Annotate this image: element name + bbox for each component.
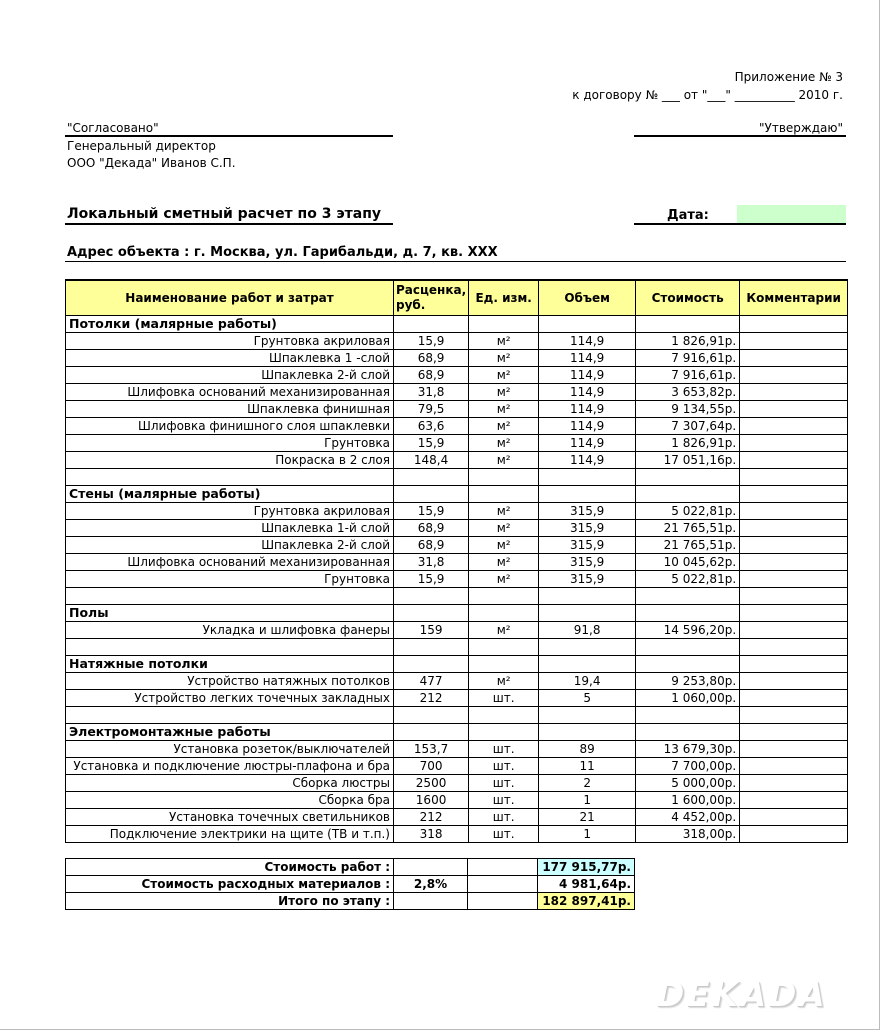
comment-cell[interactable] — [740, 452, 848, 469]
unit-cell: шт. — [469, 809, 539, 826]
table-row — [66, 741, 848, 758]
empty-cell — [394, 316, 469, 333]
empty-cell — [740, 469, 848, 486]
cost-cell: 3 653,82р. — [636, 384, 740, 401]
comment-cell[interactable] — [740, 741, 848, 758]
volume-cell: 114,9 — [539, 452, 636, 469]
empty-cell — [539, 486, 636, 503]
table-row — [66, 673, 848, 690]
empty-cell — [636, 588, 740, 605]
volume-cell: 91,8 — [539, 622, 636, 639]
unit-cell: м² — [469, 554, 539, 571]
table-row — [66, 520, 848, 537]
cost-cell: 4 452,00р. — [636, 809, 740, 826]
empty-cell — [740, 656, 848, 673]
volume-cell: 19,4 — [539, 673, 636, 690]
empty-cell — [539, 639, 636, 656]
volume-cell: 114,9 — [539, 435, 636, 452]
table-row — [66, 775, 848, 792]
volume-cell: 1 — [539, 792, 636, 809]
comment-cell[interactable] — [740, 333, 848, 350]
total-label: Итого по этапу : — [66, 893, 394, 910]
empty-cell — [636, 486, 740, 503]
rate-cell: 148,4 — [394, 452, 469, 469]
comment-cell[interactable] — [740, 520, 848, 537]
table-row — [66, 690, 848, 707]
rate-cell: 15,9 — [394, 435, 469, 452]
director-name: ООО "Декада" Иванов С.П. — [67, 156, 236, 170]
rate-cell: 68,9 — [394, 350, 469, 367]
empty-cell — [469, 469, 539, 486]
rate-cell: 212 — [394, 809, 469, 826]
table-row — [66, 435, 848, 452]
rate-cell: 15,9 — [394, 333, 469, 350]
date-field[interactable] — [737, 205, 846, 223]
column-header-cost: Стоимость — [636, 280, 740, 316]
work-name: Укладка и шлифовка фанеры — [66, 622, 394, 639]
empty-cell — [636, 605, 740, 622]
empty-cell — [66, 588, 394, 605]
table-header-row — [66, 280, 848, 316]
rate-cell: 15,9 — [394, 571, 469, 588]
empty-cell — [394, 639, 469, 656]
category-row — [66, 724, 848, 741]
work-cost-label: Стоимость работ : — [66, 859, 394, 876]
empty-cell — [394, 486, 469, 503]
cost-cell: 1 600,00р. — [636, 792, 740, 809]
volume-cell: 315,9 — [539, 554, 636, 571]
work-name: Шпаклевка 2-й слой — [66, 367, 394, 384]
dekada-watermark-logo: DEKADA — [656, 975, 827, 1015]
cost-cell: 7 916,61р. — [636, 367, 740, 384]
materials-percent: 2,8% — [394, 876, 468, 893]
totals-table — [65, 858, 635, 910]
table-row — [66, 452, 848, 469]
rate-cell: 31,8 — [394, 384, 469, 401]
empty-cell — [394, 469, 469, 486]
materials-value: 4 981,64р. — [538, 876, 635, 893]
blank-row — [66, 469, 848, 486]
materials-label: Стоимость расходных материалов : — [66, 876, 394, 893]
rate-cell: 15,9 — [394, 503, 469, 520]
comment-cell[interactable] — [740, 418, 848, 435]
cost-cell: 5 000,00р. — [636, 775, 740, 792]
empty-cell — [636, 639, 740, 656]
empty-cell — [636, 724, 740, 741]
empty-cell — [539, 316, 636, 333]
unit-cell: м² — [469, 350, 539, 367]
total-spacer — [394, 893, 468, 910]
approve-label: "Утверждаю" — [759, 121, 843, 135]
cost-cell: 13 679,30р. — [636, 741, 740, 758]
empty-cell — [740, 605, 848, 622]
volume-cell: 315,9 — [539, 503, 636, 520]
empty-cell — [469, 316, 539, 333]
empty-cell — [539, 469, 636, 486]
volume-cell: 2 — [539, 775, 636, 792]
comment-cell[interactable] — [740, 367, 848, 384]
comment-cell[interactable] — [740, 503, 848, 520]
cost-cell: 7 916,61р. — [636, 350, 740, 367]
comment-cell[interactable] — [740, 571, 848, 588]
address-underline — [65, 261, 846, 262]
comment-cell[interactable] — [740, 554, 848, 571]
unit-cell: м² — [469, 537, 539, 554]
comment-cell[interactable] — [740, 690, 848, 707]
empty-cell — [469, 656, 539, 673]
rate-cell: 68,9 — [394, 367, 469, 384]
estimate-table — [65, 279, 848, 843]
category-row — [66, 486, 848, 503]
comment-cell[interactable] — [740, 775, 848, 792]
rate-cell: 153,7 — [394, 741, 469, 758]
unit-cell: м² — [469, 333, 539, 350]
category-name: Полы — [66, 605, 394, 622]
cost-cell: 5 022,81р. — [636, 571, 740, 588]
rate-cell: 477 — [394, 673, 469, 690]
work-name: Шпаклевка финишная — [66, 401, 394, 418]
comment-cell[interactable] — [740, 401, 848, 418]
cost-cell: 21 765,51р. — [636, 537, 740, 554]
empty-cell — [740, 724, 848, 741]
empty-cell — [539, 707, 636, 724]
empty-cell — [740, 588, 848, 605]
empty-cell — [636, 656, 740, 673]
empty-cell — [539, 724, 636, 741]
empty-cell — [394, 656, 469, 673]
rate-cell: 31,8 — [394, 554, 469, 571]
rate-cell: 79,5 — [394, 401, 469, 418]
work-cost-value: 177 915,77р. — [538, 859, 635, 876]
document-title: Локальный сметный расчет по 3 этапу — [67, 206, 381, 222]
comment-cell[interactable] — [740, 758, 848, 775]
volume-cell: 5 — [539, 690, 636, 707]
cost-cell: 1 826,91р. — [636, 435, 740, 452]
total-spacer — [468, 893, 538, 910]
cost-cell: 5 022,81р. — [636, 503, 740, 520]
agreed-signature-line — [65, 135, 393, 137]
empty-cell — [469, 588, 539, 605]
work-cost-spacer — [468, 859, 538, 876]
unit-cell: шт. — [469, 775, 539, 792]
rate-cell: 700 — [394, 758, 469, 775]
category-name: Потолки (малярные работы) — [66, 316, 394, 333]
unit-cell: шт. — [469, 792, 539, 809]
rate-cell: 68,9 — [394, 537, 469, 554]
volume-cell: 21 — [539, 809, 636, 826]
volume-cell: 315,9 — [539, 520, 636, 537]
unit-cell: м² — [469, 401, 539, 418]
rate-cell: 318 — [394, 826, 469, 843]
work-name: Шпаклевка 1 -слой — [66, 350, 394, 367]
unit-cell: шт. — [469, 826, 539, 843]
rate-cell: 2500 — [394, 775, 469, 792]
appendix-label: Приложение № 3 — [734, 70, 843, 84]
unit-cell: м² — [469, 571, 539, 588]
comment-cell[interactable] — [740, 537, 848, 554]
comment-cell[interactable] — [740, 384, 848, 401]
category-row — [66, 605, 848, 622]
table-row — [66, 384, 848, 401]
blank-row — [66, 588, 848, 605]
agreed-label: "Согласовано" — [67, 121, 159, 135]
total-value: 182 897,41р. — [538, 893, 635, 910]
empty-cell — [636, 707, 740, 724]
empty-cell — [636, 316, 740, 333]
empty-cell — [740, 486, 848, 503]
volume-cell: 114,9 — [539, 333, 636, 350]
comment-cell[interactable] — [740, 622, 848, 639]
volume-cell: 114,9 — [539, 401, 636, 418]
volume-cell: 1 — [539, 826, 636, 843]
table-row — [66, 401, 848, 418]
cost-cell: 1 826,91р. — [636, 333, 740, 350]
volume-cell: 114,9 — [539, 367, 636, 384]
work-name: Установка и подключение люстры-плафона и бра — [66, 758, 394, 775]
column-header-volume: Объем — [539, 280, 636, 316]
table-row — [66, 826, 848, 843]
approve-signature-line — [634, 135, 846, 137]
work-name: Шлифовка оснований механизированная — [66, 554, 394, 571]
empty-cell — [469, 707, 539, 724]
work-name: Шпаклевка 2-й слой — [66, 537, 394, 554]
empty-cell — [394, 605, 469, 622]
cost-cell: 21 765,51р. — [636, 520, 740, 537]
empty-cell — [740, 316, 848, 333]
table-row — [66, 571, 848, 588]
volume-cell: 315,9 — [539, 537, 636, 554]
empty-cell — [740, 639, 848, 656]
cost-cell: 9 253,80р. — [636, 673, 740, 690]
unit-cell: м² — [469, 503, 539, 520]
work-name: Сборка люстры — [66, 775, 394, 792]
cost-cell: 318,00р. — [636, 826, 740, 843]
empty-cell — [66, 469, 394, 486]
table-row — [66, 622, 848, 639]
table-row — [66, 418, 848, 435]
comment-cell[interactable] — [740, 809, 848, 826]
empty-cell — [469, 639, 539, 656]
title-underline — [65, 223, 393, 225]
empty-cell — [469, 605, 539, 622]
cost-cell: 9 134,55р. — [636, 401, 740, 418]
work-name: Грунтовка — [66, 435, 394, 452]
blank-row — [66, 707, 848, 724]
category-row — [66, 656, 848, 673]
totals-row-work-cost — [66, 859, 635, 876]
empty-cell — [636, 469, 740, 486]
empty-cell — [394, 588, 469, 605]
column-header-unit: Ед. изм. — [469, 280, 539, 316]
totals-row-total — [66, 893, 635, 910]
table-row — [66, 809, 848, 826]
table-row — [66, 367, 848, 384]
rate-cell: 212 — [394, 690, 469, 707]
table-row — [66, 333, 848, 350]
rate-cell: 1600 — [394, 792, 469, 809]
date-underline — [634, 223, 846, 225]
work-name: Шпаклевка 1-й слой — [66, 520, 394, 537]
empty-cell — [539, 656, 636, 673]
column-header-rate: Расценка, руб. — [394, 280, 469, 316]
unit-cell: м² — [469, 367, 539, 384]
category-name: Стены (малярные работы) — [66, 486, 394, 503]
work-name: Подключение электрики на щите (ТВ и т.п.) — [66, 826, 394, 843]
volume-cell: 315,9 — [539, 571, 636, 588]
empty-cell — [394, 724, 469, 741]
table-row — [66, 554, 848, 571]
comment-cell[interactable] — [740, 435, 848, 452]
work-cost-spacer — [394, 859, 468, 876]
table-row — [66, 350, 848, 367]
estimate-table-body — [66, 316, 848, 843]
unit-cell: м² — [469, 418, 539, 435]
empty-cell — [394, 707, 469, 724]
column-header-comments: Комментарии — [740, 280, 848, 316]
table-row — [66, 537, 848, 554]
comment-cell[interactable] — [740, 792, 848, 809]
materials-spacer — [468, 876, 538, 893]
work-name: Установка точечных светильников — [66, 809, 394, 826]
volume-cell: 114,9 — [539, 418, 636, 435]
empty-cell — [539, 605, 636, 622]
work-name: Грунтовка акриловая — [66, 333, 394, 350]
work-name: Покраска в 2 слоя — [66, 452, 394, 469]
work-name: Сборка бра — [66, 792, 394, 809]
category-name: Натяжные потолки — [66, 656, 394, 673]
table-row — [66, 792, 848, 809]
totals-row-materials — [66, 876, 635, 893]
unit-cell: м² — [469, 435, 539, 452]
unit-cell: шт. — [469, 758, 539, 775]
table-row — [66, 758, 848, 775]
category-row — [66, 316, 848, 333]
work-name: Грунтовка — [66, 571, 394, 588]
work-name: Установка розеток/выключателей — [66, 741, 394, 758]
unit-cell: шт. — [469, 690, 539, 707]
column-header-name: Наименование работ и затрат — [66, 280, 394, 316]
cost-cell: 14 596,20р. — [636, 622, 740, 639]
volume-cell: 114,9 — [539, 384, 636, 401]
empty-cell — [740, 707, 848, 724]
unit-cell: м² — [469, 384, 539, 401]
work-name: Устройство легких точечных закладных — [66, 690, 394, 707]
empty-cell — [66, 707, 394, 724]
empty-cell — [469, 486, 539, 503]
work-name: Шлифовка финишного слоя шпаклевки — [66, 418, 394, 435]
cost-cell: 7 307,64р. — [636, 418, 740, 435]
comment-cell[interactable] — [740, 826, 848, 843]
cost-cell: 1 060,00р. — [636, 690, 740, 707]
empty-cell — [539, 588, 636, 605]
unit-cell: шт. — [469, 741, 539, 758]
volume-cell: 11 — [539, 758, 636, 775]
work-name: Грунтовка акриловая — [66, 503, 394, 520]
volume-cell: 89 — [539, 741, 636, 758]
table-row — [66, 503, 848, 520]
director-title: Генеральный директор — [67, 139, 216, 153]
contract-reference: к договору № ___ от "___" __________ 2010 г. — [572, 88, 843, 102]
blank-row — [66, 639, 848, 656]
work-name: Устройство натяжных потолков — [66, 673, 394, 690]
category-name: Электромонтажные работы — [66, 724, 394, 741]
work-name: Шлифовка оснований механизированная — [66, 384, 394, 401]
rate-cell: 63,6 — [394, 418, 469, 435]
object-address: Адрес объекта : г. Москва, ул. Гарибальди, д. 7, кв. XXX — [67, 245, 498, 260]
comment-cell[interactable] — [740, 673, 848, 690]
unit-cell: м² — [469, 520, 539, 537]
unit-cell: м² — [469, 622, 539, 639]
unit-cell: м² — [469, 452, 539, 469]
cost-cell: 17 051,16р. — [636, 452, 740, 469]
cost-cell: 10 045,62р. — [636, 554, 740, 571]
unit-cell: м² — [469, 673, 539, 690]
comment-cell[interactable] — [740, 350, 848, 367]
rate-cell: 159 — [394, 622, 469, 639]
date-label: Дата: — [667, 208, 709, 223]
empty-cell — [66, 639, 394, 656]
cost-cell: 7 700,00р. — [636, 758, 740, 775]
volume-cell: 114,9 — [539, 350, 636, 367]
rate-cell: 68,9 — [394, 520, 469, 537]
empty-cell — [469, 724, 539, 741]
